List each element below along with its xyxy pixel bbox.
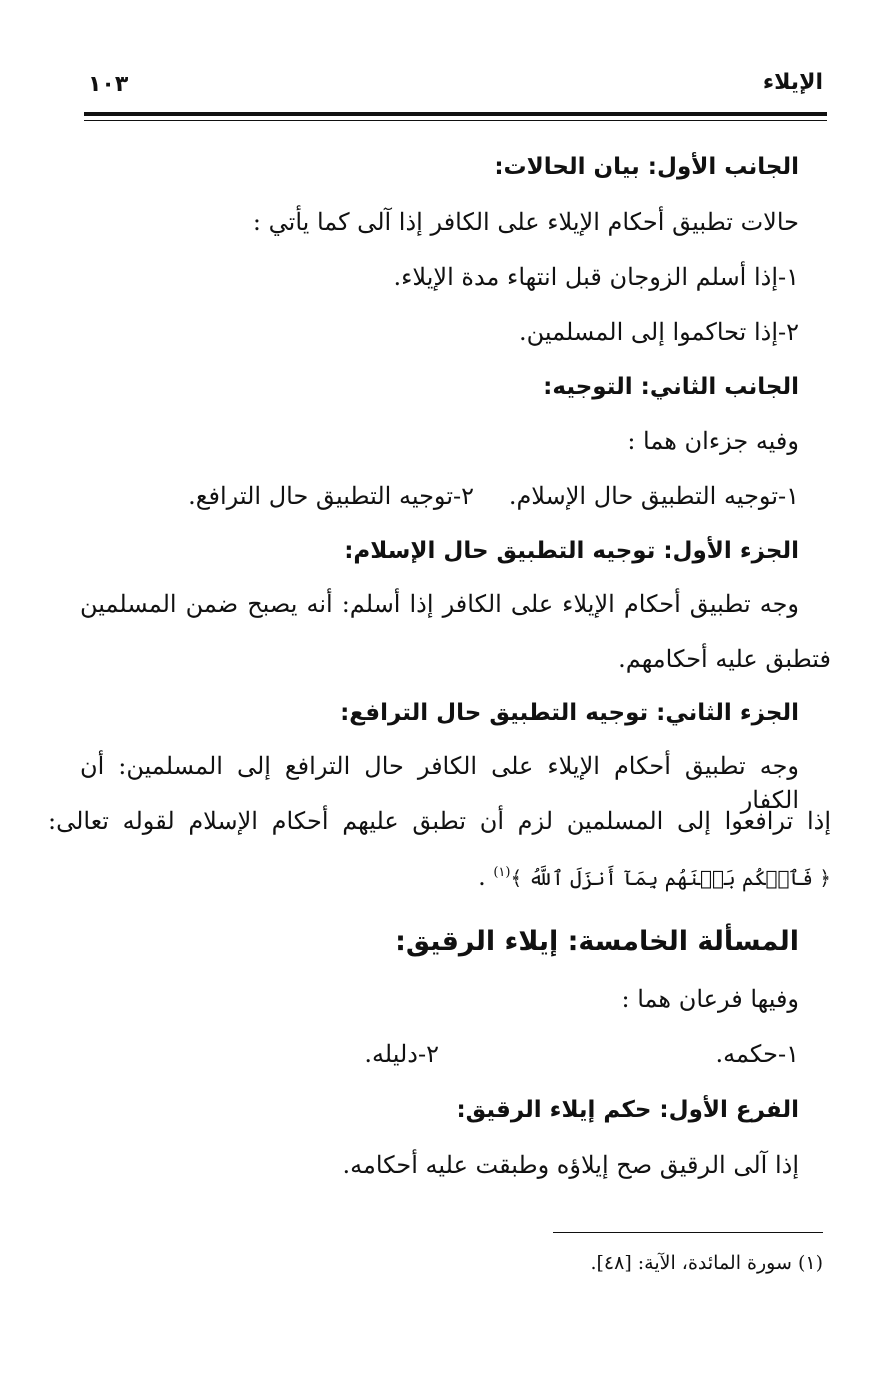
branch-item-2: ٢-دليله. <box>364 1040 439 1068</box>
heading-second-part: الجزء الثاني: توجيه التطبيق حال الترافع: <box>340 700 799 726</box>
header-rule-thick <box>84 112 827 116</box>
paragraph-slave-ruling: إذا آلى الرقيق صح إيلاؤه وطبقت عليه أحكامه. <box>342 1151 799 1179</box>
list-item-1: ١-إذا أسلم الزوجان قبل انتهاء مدة الإيلاء. <box>393 263 799 291</box>
paragraph-two-branches: وفيها فرعان هما : <box>621 985 799 1013</box>
heading-second-aspect: الجانب الثاني: التوجيه: <box>543 374 799 400</box>
verse-terminal: . <box>478 863 494 891</box>
branch-item-1: ١-حكمه. <box>715 1040 799 1068</box>
page-number: ١٠٣ <box>88 72 129 97</box>
running-title: الإيلاء <box>762 70 823 95</box>
part-item-2: ٢-توجيه التطبيق حال الترافع. <box>188 482 474 510</box>
part-item-1: ١-توجيه التطبيق حال الإسلام. <box>508 482 799 510</box>
header-rule-thin <box>84 120 827 121</box>
paragraph-cases: حالات تطبيق أحكام الإيلاء على الكافر إذا آلى كما يأتي : <box>252 208 799 236</box>
footnote-text: (١) سورة المائدة، الآية: [٤٨]. <box>590 1252 823 1274</box>
heading-fifth-issue: المسألة الخامسة: إيلاء الرقيق: <box>395 926 799 957</box>
footnote-reference: (١) <box>493 865 511 880</box>
list-item-2: ٢-إذا تحاكموا إلى المسلمين. <box>519 318 799 346</box>
paragraph-islam-line-1: وجه تطبيق أحكام الإيلاء على الكافر إذا أسلم: أنه يصبح ضمن المسلمين <box>80 590 799 618</box>
paragraph-recourse-line-2: إذا ترافعوا إلى المسلمين لزم أن تطبق عليهم أحكام الإسلام لقوله تعالى: <box>48 807 831 835</box>
heading-first-branch: الفرع الأول: حكم إيلاء الرقيق: <box>456 1097 799 1123</box>
heading-first-part: الجزء الأول: توجيه التطبيق حال الإسلام: <box>344 538 799 564</box>
paragraph-islam-line-2: فتطبق عليه أحكامهم. <box>618 645 831 673</box>
paragraph-recourse-line-1: وجه تطبيق أحكام الإيلاء على الكافر حال الترافع إلى المسلمين: أن الكفار <box>80 752 799 814</box>
quran-verse: ﴿ فَٱحۡكُم بَيۡنَهُم بِمَآ أَنزَلَ ٱللَّهُ ﴾ <box>510 866 831 890</box>
footnote-rule <box>553 1232 823 1233</box>
quran-verse-line <box>478 856 831 895</box>
paragraph-two-parts: وفيه جزءان هما : <box>627 427 799 455</box>
heading-first-aspect: الجانب الأول: بيان الحالات: <box>494 154 799 180</box>
